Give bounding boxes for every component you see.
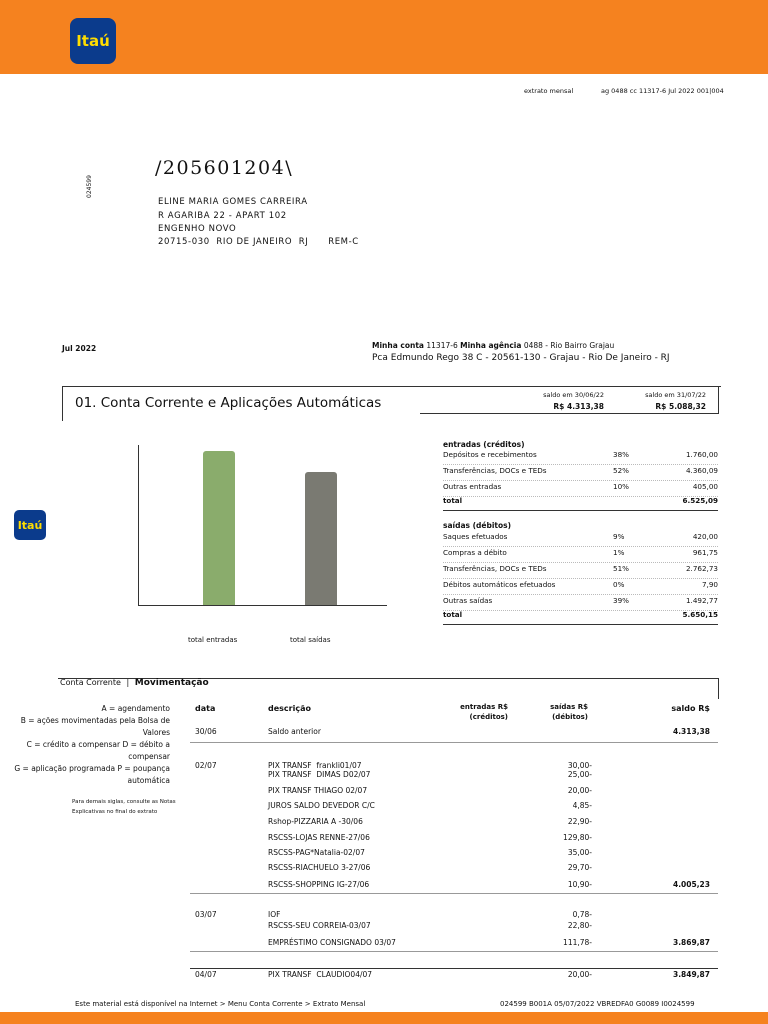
entradas-label: Depósitos e recebimentos bbox=[443, 450, 537, 459]
movement-legend bbox=[10, 703, 170, 787]
saidas-total-value: 5.650,15 bbox=[682, 610, 718, 619]
entradas-label: Transferências, DOCs e TEDs bbox=[443, 466, 547, 475]
group-rule-3 bbox=[190, 968, 718, 969]
tx-saldo: 4.313,38 bbox=[672, 727, 710, 736]
tx-out: 111,78- bbox=[563, 938, 592, 947]
tx-description: PIX TRANSF THIAGO 02/07 bbox=[268, 786, 368, 795]
footer-left: Este material está disponível na Internet > Menu Conta Corrente > Extrato Mensal bbox=[75, 1000, 366, 1008]
saidas-pct: 9% bbox=[613, 532, 625, 541]
customer-street: R AGARIBA 22 - APART 102 bbox=[158, 211, 287, 221]
itau-logo: Itaú bbox=[70, 18, 116, 64]
saidas-row bbox=[443, 548, 718, 564]
saidas-label: Débitos automáticos efetuados bbox=[443, 580, 556, 589]
footer-right: 024599 B001A 05/07/2022 VBREDFA0 G0089 I0024599 bbox=[500, 1000, 695, 1008]
tab-conta-corrente: Conta Corrente bbox=[60, 678, 121, 687]
tx-out: 129,80- bbox=[563, 833, 592, 842]
saldo-right-rule bbox=[718, 386, 719, 414]
col-saidas: saídas R$ bbox=[550, 703, 588, 711]
saidas-total-label: total bbox=[443, 610, 463, 619]
tx-description: Rshop-PIZZARIA A -30/06 bbox=[268, 817, 363, 826]
entradas-value: 1.760,00 bbox=[685, 450, 718, 459]
tx-date: 03/07 bbox=[195, 910, 217, 919]
entradas-pct: 10% bbox=[613, 482, 629, 491]
chart-category-labels bbox=[138, 636, 386, 648]
col-saldo: saldo R$ bbox=[671, 704, 710, 713]
tx-description: EMPRÉSTIMO CONSIGNADO 03/07 bbox=[268, 938, 396, 947]
tx-out: 20,00- bbox=[567, 786, 592, 795]
vertical-code: 024599 bbox=[86, 175, 93, 198]
saldo-curr-value: R$ 5.088,32 bbox=[655, 402, 706, 411]
tx-description: JUROS SALDO DEVEDOR C/C bbox=[268, 801, 375, 810]
entradas-row bbox=[443, 450, 718, 466]
tx-date: 02/07 bbox=[195, 761, 217, 770]
doc-type: extrato mensal bbox=[524, 87, 574, 95]
saidas-value: 1.492,77 bbox=[685, 596, 718, 605]
entradas-row bbox=[443, 466, 718, 482]
saidas-total-row bbox=[443, 610, 718, 626]
customer-city: 20715-030 RIO DE JANEIRO RJ REM-C bbox=[158, 237, 359, 247]
saidas-value: 2.762,73 bbox=[685, 564, 718, 573]
chart-category-label: total entradas bbox=[188, 636, 238, 644]
section-top-rule bbox=[62, 386, 720, 387]
saldo-curr-label: saldo em 31/07/22 bbox=[645, 391, 706, 399]
entradas-value: 4.360,09 bbox=[685, 466, 718, 475]
saidas-value: 961,75 bbox=[692, 548, 718, 557]
chart-category-label: total saídas bbox=[290, 636, 331, 644]
tx-saldo: 3.849,87 bbox=[672, 970, 710, 979]
account-label: Minha conta bbox=[372, 341, 424, 350]
legend-item: A = agendamento bbox=[101, 704, 170, 713]
tx-out: 25,00- bbox=[567, 770, 592, 779]
section-title: 01. Conta Corrente e Aplicações Automáticas bbox=[75, 395, 382, 411]
legend-note: Para demais siglas, consulte as Notas Explicativas no final do extrato bbox=[72, 799, 176, 815]
agency-address: Pca Edmundo Rego 38 C - 20561-130 - Grajau - Rio De Janeiro - RJ bbox=[372, 353, 670, 363]
entradas-pct: 38% bbox=[613, 450, 629, 459]
entradas-label: Outras entradas bbox=[443, 482, 502, 491]
tx-out: 35,00- bbox=[567, 848, 592, 857]
saidas-row bbox=[443, 564, 718, 580]
saidas-value: 7,90 bbox=[701, 580, 718, 589]
tx-description: RSCSS-LOJAS RENNE-27/06 bbox=[268, 833, 370, 842]
entradas-pct: 52% bbox=[613, 466, 629, 475]
movement-tabs bbox=[60, 678, 209, 688]
summary-bar-chart bbox=[138, 445, 387, 606]
tx-date: 30/06 bbox=[195, 727, 217, 736]
customer-district: ENGENHO NOVO bbox=[158, 224, 237, 234]
tx-description: PIX TRANSF frankli01/07 bbox=[268, 761, 362, 770]
footer-bar bbox=[0, 1012, 768, 1024]
tx-out: 10,90- bbox=[567, 880, 592, 889]
account-info bbox=[372, 341, 614, 350]
tx-description: RSCSS-SEU CORREIA-03/07 bbox=[268, 921, 371, 930]
statement-period: Jul 2022 bbox=[62, 344, 97, 353]
chart-bar-0 bbox=[203, 451, 235, 605]
tx-description: Saldo anterior bbox=[268, 727, 321, 736]
col-data: data bbox=[195, 704, 216, 713]
saidas-pct: 51% bbox=[613, 564, 629, 573]
tx-out: 0,78- bbox=[572, 910, 592, 919]
tx-date: 04/07 bbox=[195, 970, 217, 979]
saidas-pct: 1% bbox=[613, 548, 625, 557]
group-rule-1 bbox=[190, 893, 718, 894]
saidas-pct: 0% bbox=[613, 580, 625, 589]
tx-out: 4,85- bbox=[572, 801, 592, 810]
col-entradas: entradas R$ bbox=[460, 703, 508, 711]
col-entradas-sub: (créditos) bbox=[469, 713, 508, 721]
saidas-label: Saques efetuados bbox=[443, 532, 508, 541]
tab-movimentacao: Movimentação bbox=[134, 678, 209, 688]
saldo-prev-label: saldo em 30/06/22 bbox=[543, 391, 604, 399]
doc-ref: ag 0488 cc 11317-6 Jul 2022 001|004 bbox=[601, 87, 724, 95]
legend-item: C = crédito a compensar D = débito a compensar bbox=[26, 740, 170, 761]
header-rule bbox=[190, 742, 718, 743]
agency-value: 0488 - Rio Bairro Grajau bbox=[523, 341, 615, 350]
account-number: 11317-6 bbox=[426, 341, 458, 350]
tx-out: 22,90- bbox=[567, 817, 592, 826]
tx-description: IOF bbox=[268, 910, 281, 919]
tx-out: 29,70- bbox=[567, 863, 592, 872]
legend-item: B = ações movimentadas pela Bolsa de Valores bbox=[20, 716, 170, 737]
saidas-row bbox=[443, 580, 718, 596]
saidas-label: Outras saídas bbox=[443, 596, 493, 605]
tx-out: 20,00- bbox=[567, 970, 592, 979]
saidas-row bbox=[443, 532, 718, 548]
tx-description: RSCSS-PAG*Natalia-02/07 bbox=[268, 848, 365, 857]
legend-item: G = aplicação programada P = poupança automática bbox=[14, 764, 170, 785]
tx-out: 22,80- bbox=[567, 921, 592, 930]
entradas-total-row bbox=[443, 496, 718, 512]
tx-description: RSCSS-SHOPPING IG-27/06 bbox=[268, 880, 370, 889]
entradas-total-value: 6.525,09 bbox=[682, 496, 718, 505]
tx-description: RSCSS-RIACHUELO 3-27/06 bbox=[268, 863, 371, 872]
itau-side-logo: Itaú bbox=[14, 510, 46, 540]
tx-description: PIX TRANSF CLAUDIO04/07 bbox=[268, 970, 373, 979]
saldo-prev-value: R$ 4.313,38 bbox=[553, 402, 604, 411]
saidas-pct: 39% bbox=[613, 596, 629, 605]
col-saidas-sub: (débitos) bbox=[552, 713, 588, 721]
tx-out: 30,00- bbox=[567, 761, 592, 770]
entradas-total-label: total bbox=[443, 496, 463, 505]
col-descricao: descrição bbox=[268, 704, 311, 713]
saidas-value: 420,00 bbox=[692, 532, 718, 541]
tx-saldo: 3.869,87 bbox=[672, 938, 710, 947]
agency-label: Minha agência bbox=[460, 341, 522, 350]
chart-bar-1 bbox=[305, 472, 337, 605]
group-rule-2 bbox=[190, 951, 718, 952]
tx-saldo: 4.005,23 bbox=[672, 880, 710, 889]
tab-separator: | bbox=[126, 678, 130, 687]
entradas-value: 405,00 bbox=[692, 482, 718, 491]
saidas-title: saídas (débitos) bbox=[443, 521, 512, 530]
barcode-text: /205601204\ bbox=[155, 157, 294, 179]
tx-description: PIX TRANSF DIMAS D02/07 bbox=[268, 770, 371, 779]
saidas-label: Transferências, DOCs e TEDs bbox=[443, 564, 547, 573]
customer-name: ELINE MARIA GOMES CARREIRA bbox=[158, 197, 308, 207]
saidas-label: Compras a débito bbox=[443, 548, 507, 557]
saldo-rule bbox=[420, 413, 718, 414]
entradas-title: entradas (créditos) bbox=[443, 440, 525, 449]
